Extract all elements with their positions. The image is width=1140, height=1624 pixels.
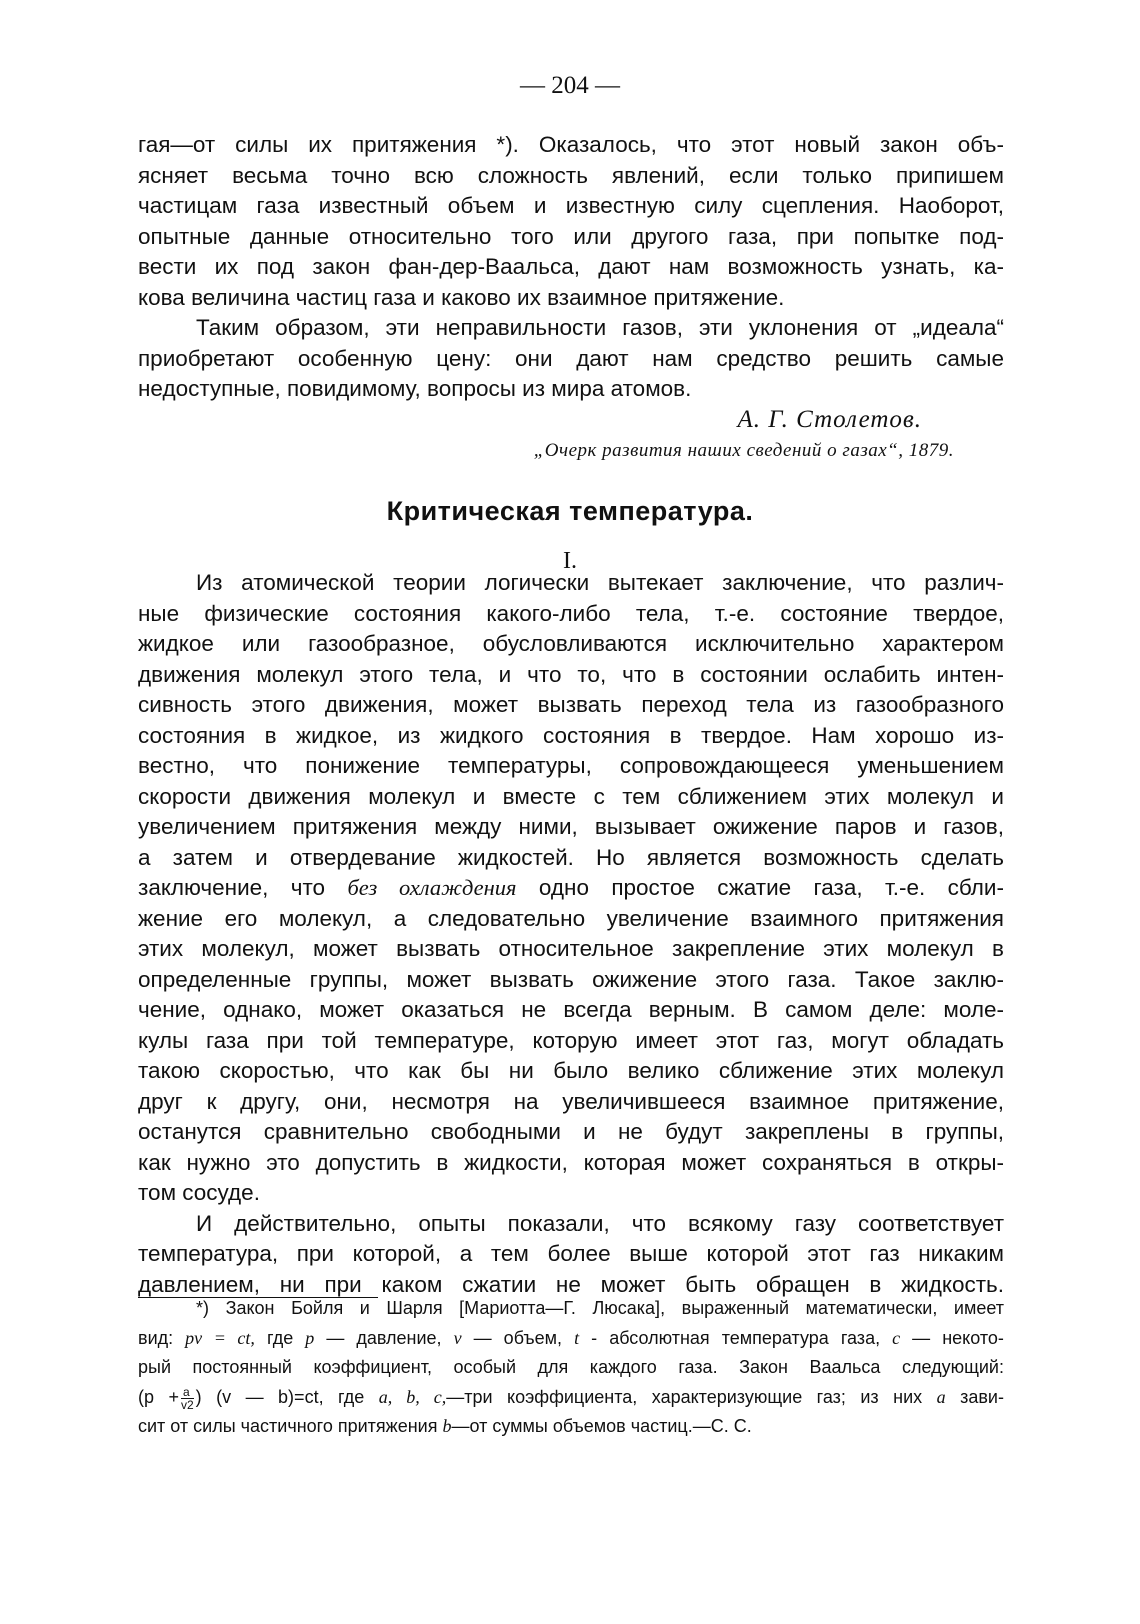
intro-line: кова величина частиц газа и каково их взаимное притяжение.: [138, 284, 785, 310]
body-line: ные физические состояния какого-либо тела, т.-е. состояние твердое,: [138, 600, 1004, 626]
footnote-text: где: [266, 1327, 294, 1348]
symbol: p: [305, 1327, 315, 1348]
page-number-header: — 204 —: [520, 72, 620, 99]
footnote-line: [138, 1324, 1004, 1354]
intro-paragraphs: [138, 130, 1004, 405]
footnote-text: сит от силы частичного притяжения: [138, 1416, 438, 1437]
footnote-text: где: [338, 1386, 365, 1407]
intro-line: гая—от силы их притяжения *). Оказалось, что этот новый закон объ-: [138, 132, 1004, 157]
body-paragraphs: [138, 568, 1004, 1300]
symbol: v: [453, 1327, 462, 1348]
body-line: кулы газа при той температуре, которую имеет этот газ, могут обладать: [138, 1027, 1004, 1053]
symbol: c: [892, 1327, 901, 1348]
body-text: заключение, что: [138, 875, 326, 900]
body-line: такою скоростью, что как бы ни было велико сближение этих молекул: [138, 1058, 1004, 1083]
footnote: [138, 1294, 1004, 1442]
footnote-line: рый постоянный коэффициент, особый для каждого газа. Закон Ваальса следующий:: [138, 1357, 1004, 1378]
formula: pv = ct,: [185, 1327, 255, 1348]
formula-part: ) (v — b)=ct,: [195, 1386, 324, 1407]
body-line: сивность этого движения, может вызвать переход тела из газообразного: [138, 692, 1004, 717]
section-number: I.: [563, 548, 577, 574]
footnote-text: — давление,: [326, 1327, 442, 1348]
signature-source: „Очерк развития наших сведений о газах“, 1879.: [533, 440, 954, 461]
intro-line: приобретают особенную цену: они дают нам средство решить самые: [138, 345, 1004, 371]
footnote-text: — объем,: [473, 1327, 563, 1348]
section-title: Критическая температура.: [386, 496, 754, 526]
body-line: останутся сравнительно свободными и не будут закреплены в группы,: [138, 1119, 1004, 1144]
intro-line: недоступные, повидимому, вопросы из мира атомов.: [138, 376, 692, 401]
symbol: a, b, c,: [378, 1386, 447, 1407]
body-line: температура, при которой, а тем более выше которой этот газ никаким: [138, 1241, 1004, 1266]
body-text: одно простое сжатие газа, т.-е. сбли-: [538, 875, 1004, 900]
body-line: [138, 873, 1004, 904]
body-line: как нужно это допустить в жидкости, которая может сохраняться в откры-: [138, 1149, 1004, 1175]
body-line: жение его молекул, а следовательно увеличение взаимного притяжения: [138, 905, 1004, 931]
body-line: движения молекул этого тела, и что то, что в состоянии ослабить интен-: [138, 661, 1004, 687]
footnote-text: —три коэффициента, характеризующие газ; из них: [446, 1386, 923, 1407]
emphasis-text: без охлаждения: [347, 875, 517, 900]
footnote-text: —от суммы объемов частиц.—С. С.: [451, 1416, 752, 1437]
footnote-line: *) Закон Бойля и Шарля [Мариотта—Г. Люсака], выраженный математически, имеет: [196, 1298, 1004, 1318]
symbol: a: [936, 1386, 946, 1407]
body-line: вестно, что понижение температуры, сопровождающееся уменьшением: [138, 753, 1004, 778]
fraction-numerator: a: [181, 1386, 194, 1399]
footnote-line: [138, 1383, 1004, 1413]
body-line: друг к другу, они, несмотря на увеличившееся взаимное притяжение,: [138, 1088, 1004, 1114]
fraction-denominator: v2: [180, 1397, 194, 1412]
body-line: Из атомической теории логически вытекает заключение, что различ-: [196, 570, 1004, 595]
formula-part: (p +: [138, 1386, 179, 1407]
body-line: а затем и отвердевание жидкостей. Но является возможность сделать: [138, 844, 1004, 870]
footnote-text: вид:: [138, 1327, 174, 1348]
footnote-text: — некото-: [912, 1327, 1004, 1348]
body-line: жидкое или газообразное, обусловливаются исключительно характером: [138, 631, 1004, 656]
symbol: t: [574, 1327, 580, 1348]
footnote-line: [138, 1412, 1004, 1442]
body-line: состояния в жидкое, из жидкого состояния в твердое. Нам хорошо из-: [138, 722, 1004, 748]
body-line: том сосуде.: [138, 1180, 260, 1205]
body-line: скорости движения молекул и вместе с тем сближением этих молекул и: [138, 783, 1004, 809]
body-line: этих молекул, может вызвать относительное закрепление этих молекул в: [138, 936, 1004, 961]
intro-line: опытные данные относительно того или другого газа, при попытке под-: [138, 223, 1004, 249]
signature-author: А. Г. Столетов.: [737, 406, 922, 433]
footnote-text: зави-: [960, 1386, 1004, 1407]
fraction: [181, 1386, 194, 1411]
footnote-text: - абсолютная температура газа,: [591, 1327, 881, 1348]
intro-line: вести их под закон фан-дер-Ваальса, дают нам возможность узнать, ка-: [138, 254, 1004, 279]
symbol: b: [442, 1416, 452, 1437]
body-line: определенные группы, может вызвать ожижение этого газа. Такое заклю-: [138, 966, 1004, 992]
body-line: чение, однако, может оказаться не всегда верным. В самом деле: моле-: [138, 997, 1004, 1022]
body-line: давлением, ни при каком сжатии не может быть обращен в жидкость.: [138, 1271, 1004, 1297]
body-line: увеличением притяжения между ними, вызывает ожижение паров и газов,: [138, 814, 1004, 839]
intro-line: ясняет весьма точно всю сложность явлений, если только припишем: [138, 162, 1004, 188]
intro-line: частицам газа известный объем и известную силу сцепления. Наоборот,: [138, 193, 1004, 218]
body-line: И действительно, опыты показали, что всякому газу соответствует: [196, 1210, 1004, 1236]
intro-line: Таким образом, эти неправильности газов, эти уклонения от „идеала“: [196, 315, 1004, 340]
